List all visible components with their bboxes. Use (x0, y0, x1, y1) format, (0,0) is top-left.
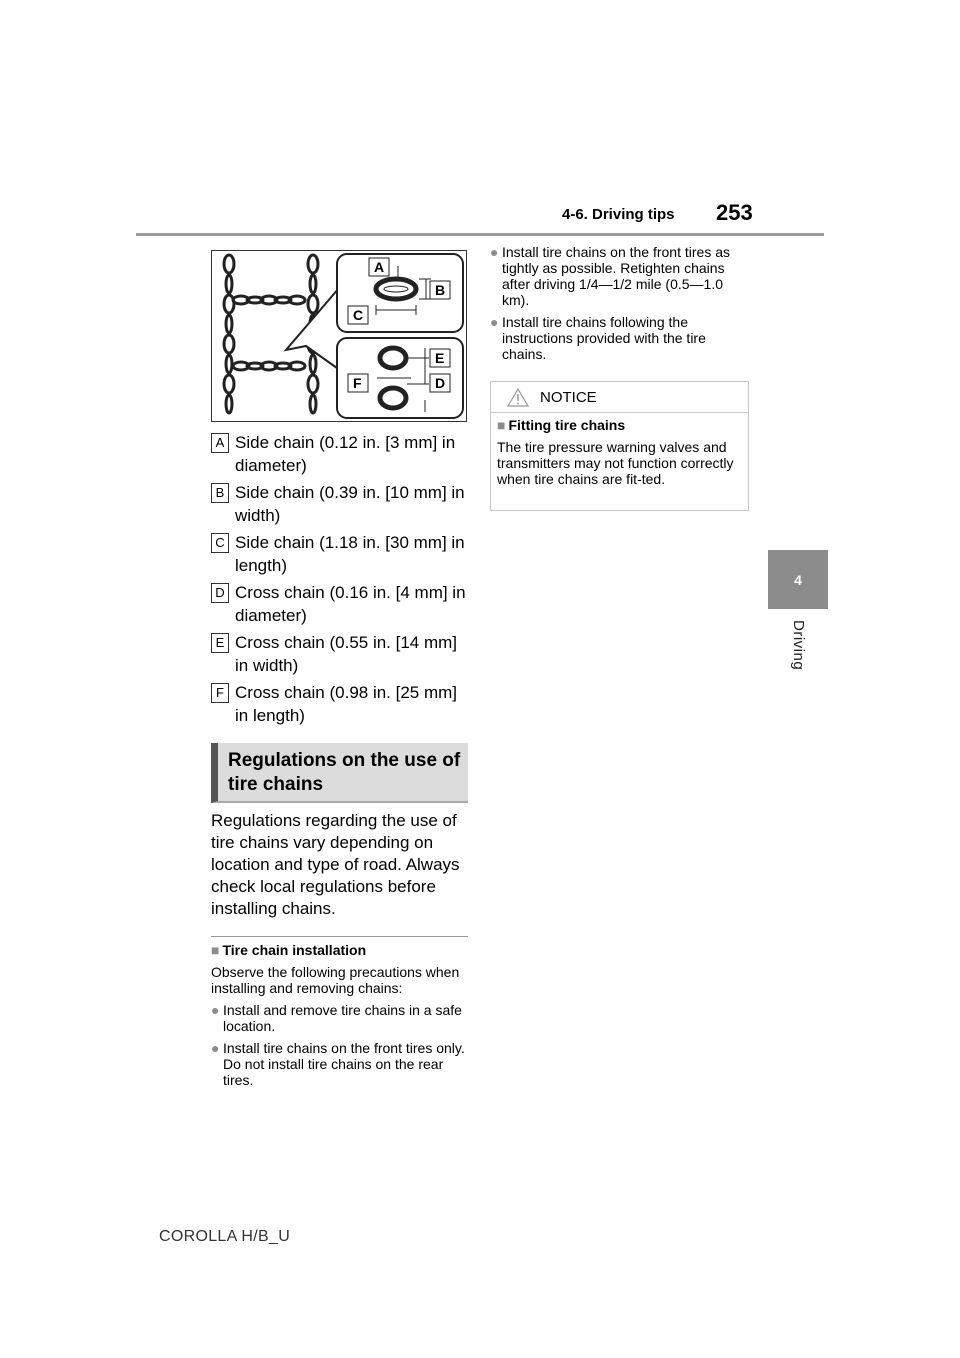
warning-triangle-icon (507, 388, 529, 407)
legend-badge: B (211, 483, 229, 503)
legend-text: Side chain (1.18 in. [30 mm] in length) (235, 533, 465, 575)
bullet-dot-icon: ● (211, 1040, 220, 1056)
legend-text: Side chain (0.12 in. [3 mm] in diameter) (235, 433, 456, 475)
legend-item (211, 431, 473, 477)
section-title-line2: tire chains (228, 774, 324, 795)
callout-f: F (353, 375, 362, 391)
callout-c: C (353, 307, 364, 323)
notice-title: NOTICE (540, 389, 597, 406)
header-section-title: 4-6. Driving tips (562, 206, 675, 223)
chapter-tab[interactable] (768, 550, 828, 609)
header-rule (136, 233, 824, 236)
installation-block (211, 942, 473, 1094)
callout-e: E (435, 350, 445, 366)
legend-text: Side chain (0.39 in. [10 mm] in width) (235, 483, 465, 525)
divider (211, 936, 468, 937)
section-intro: Regulations regarding the use of tire chains vary depending on location and type of road. Always check local regulations before installing chains. (211, 811, 460, 918)
callout-d: D (435, 375, 446, 391)
bullet-dot-icon: ● (490, 314, 499, 330)
page-number: 253 (716, 200, 753, 225)
notice-box (490, 381, 749, 511)
legend-text: Cross chain (0.16 in. [4 mm] in diameter) (235, 583, 466, 625)
list-item: ● Install tire chains following the instructions provided with the tire chains. (490, 314, 706, 362)
legend-item (211, 581, 473, 627)
bullet-dot-icon: ● (490, 244, 499, 260)
square-bullet-icon: ■ (211, 942, 220, 958)
figure-legend (211, 431, 473, 731)
tire-chain-figure (211, 250, 467, 422)
notice-body (491, 413, 748, 497)
legend-badge: D (211, 583, 229, 603)
legend-badge: C (211, 533, 229, 553)
right-bullet-list (490, 244, 752, 368)
legend-item (211, 631, 473, 677)
footer-model: COROLLA H/B_U (159, 1228, 291, 1245)
legend-item (211, 481, 473, 527)
square-bullet-icon: ■ (497, 417, 506, 433)
bullet-dot-icon: ● (211, 1002, 220, 1018)
legend-badge: E (211, 633, 229, 653)
installation-heading: ■ Tire chain installation (211, 942, 367, 958)
legend-badge: A (211, 433, 229, 453)
legend-text: Cross chain (0.55 in. [14 mm] in width) (235, 633, 458, 675)
section-title-line1: Regulations on the use of (228, 750, 461, 771)
list-item: ● Install tire chains on the front tires only. Do not install tire chains on the rear tires. (211, 1040, 465, 1088)
list-item: ● Install tire chains on the front tires as tightly as possible. Retighten chains after driving 1/4—1/2 mile (0.5—1.0 km). (490, 244, 730, 308)
notice-heading: ■ Fitting tire chains (497, 417, 626, 433)
notice-text: The tire pressure warning valves and transmitters may not function correctly when tire chains are fit-ted. (497, 439, 734, 487)
legend-badge: F (211, 683, 229, 703)
installation-text: Observe the following precautions when installing and removing chains: (211, 964, 460, 996)
callout-b: B (435, 282, 446, 298)
list-item: ● Install and remove tire chains in a safe location. (211, 1002, 462, 1034)
chapter-number: 4 (794, 571, 802, 588)
legend-item (211, 681, 473, 727)
chapter-label: Driving (790, 620, 807, 671)
legend-item (211, 531, 473, 577)
legend-text: Cross chain (0.98 in. [25 mm] in length) (235, 683, 458, 725)
section-heading (211, 743, 468, 803)
callout-a: A (374, 259, 385, 275)
notice-header (491, 382, 748, 413)
